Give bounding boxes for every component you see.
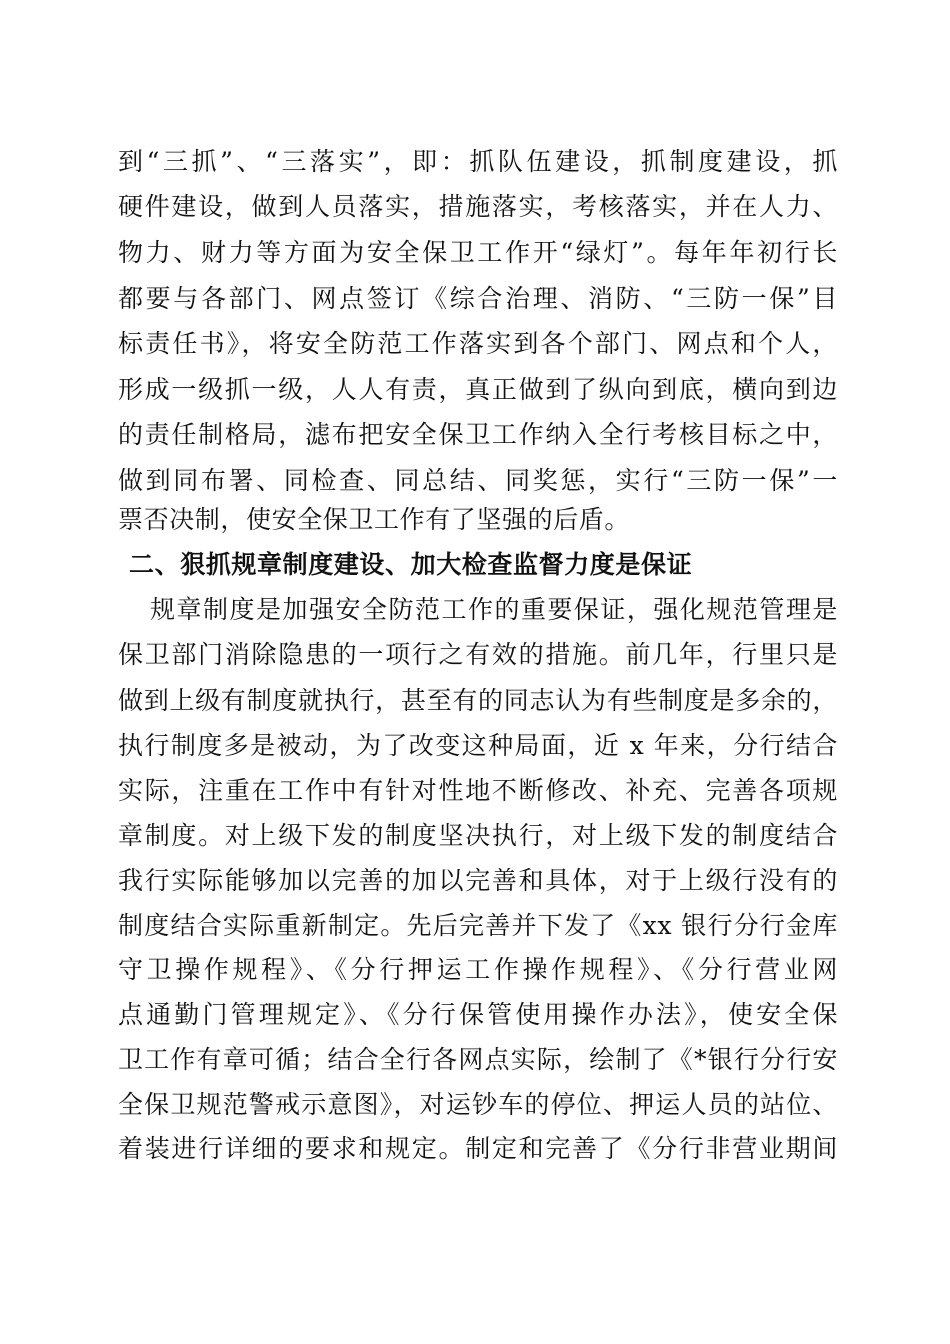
body-text-line: 全保卫规范警戒示意图》，对运钞车的停位、押运人员的站位、 bbox=[118, 1090, 838, 1119]
body-text-line: 保卫部门消除隐患的一项行之有效的措施。前几年，行里只是 bbox=[118, 640, 838, 669]
body-text-line: 物力、财力等方面为安全保卫工作开“绿灯”。每年年初行长 bbox=[118, 238, 838, 267]
body-text-line: 卫工作有章可循；结合全行各网点实际，绘制了《*银行分行安 bbox=[118, 1045, 838, 1074]
body-text-line: 制度结合实际重新制定。先后完善并下发了《xx 银行分行金库 bbox=[118, 911, 838, 940]
body-text-line: 到“三抓”、“三落实”，即：抓队伍建设，抓制度建设，抓 bbox=[118, 147, 838, 176]
body-text-line: 章制度。对上级下发的制度坚决执行，对上级下发的制度结合 bbox=[118, 821, 838, 850]
section-heading: 二、狠抓规章制度建设、加大检查监督力度是保证 bbox=[129, 550, 693, 579]
body-text-line: 票否决制，使安全保卫工作有了坚强的后盾。 bbox=[118, 505, 631, 534]
body-text-line: 做到同布署、同检查、同总结、同奖惩，实行“三防一保”一 bbox=[118, 466, 838, 495]
body-text-line: 我行实际能够加以完善的加以完善和具体，对于上级行没有的 bbox=[118, 866, 838, 895]
body-text-line: 都要与各部门、网点签订《综合治理、消防、“三防一保”目 bbox=[118, 284, 838, 313]
body-text-line: 硬件建设，做到人员落实，措施落实，考核落实，并在人力、 bbox=[118, 192, 838, 221]
body-text-line: 点通勤门管理规定》、《分行保管使用操作办法》，使安全保 bbox=[118, 1000, 838, 1029]
body-text-line: 的责任制格局，滤布把安全保卫工作纳入全行考核目标之中， bbox=[118, 420, 838, 449]
body-text-line: 执行制度多是被动，为了改变这种局面，近 x 年来，分行结合 bbox=[118, 731, 838, 760]
body-text-line: 形成一级抓一级，人人有责，真正做到了纵向到底，横向到边 bbox=[118, 375, 838, 404]
body-text-line: 着装进行详细的要求和规定。制定和完善了《分行非营业期间 bbox=[118, 1134, 838, 1163]
body-text-line: 标责任书》，将安全防范工作落实到各个部门、网点和个人， bbox=[118, 329, 838, 358]
body-text-line: 实际，注重在工作中有针对性地不断修改、补充、完善各项规 bbox=[118, 776, 838, 805]
body-text-line: 规章制度是加强安全防范工作的重要保证，强化规范管理是 bbox=[150, 595, 838, 624]
body-text-line: 做到上级有制度就执行，甚至有的同志认为有些制度是多余的， bbox=[118, 686, 838, 715]
body-text-line: 守卫操作规程》、《分行押运工作操作规程》、《分行营业网 bbox=[118, 955, 838, 984]
